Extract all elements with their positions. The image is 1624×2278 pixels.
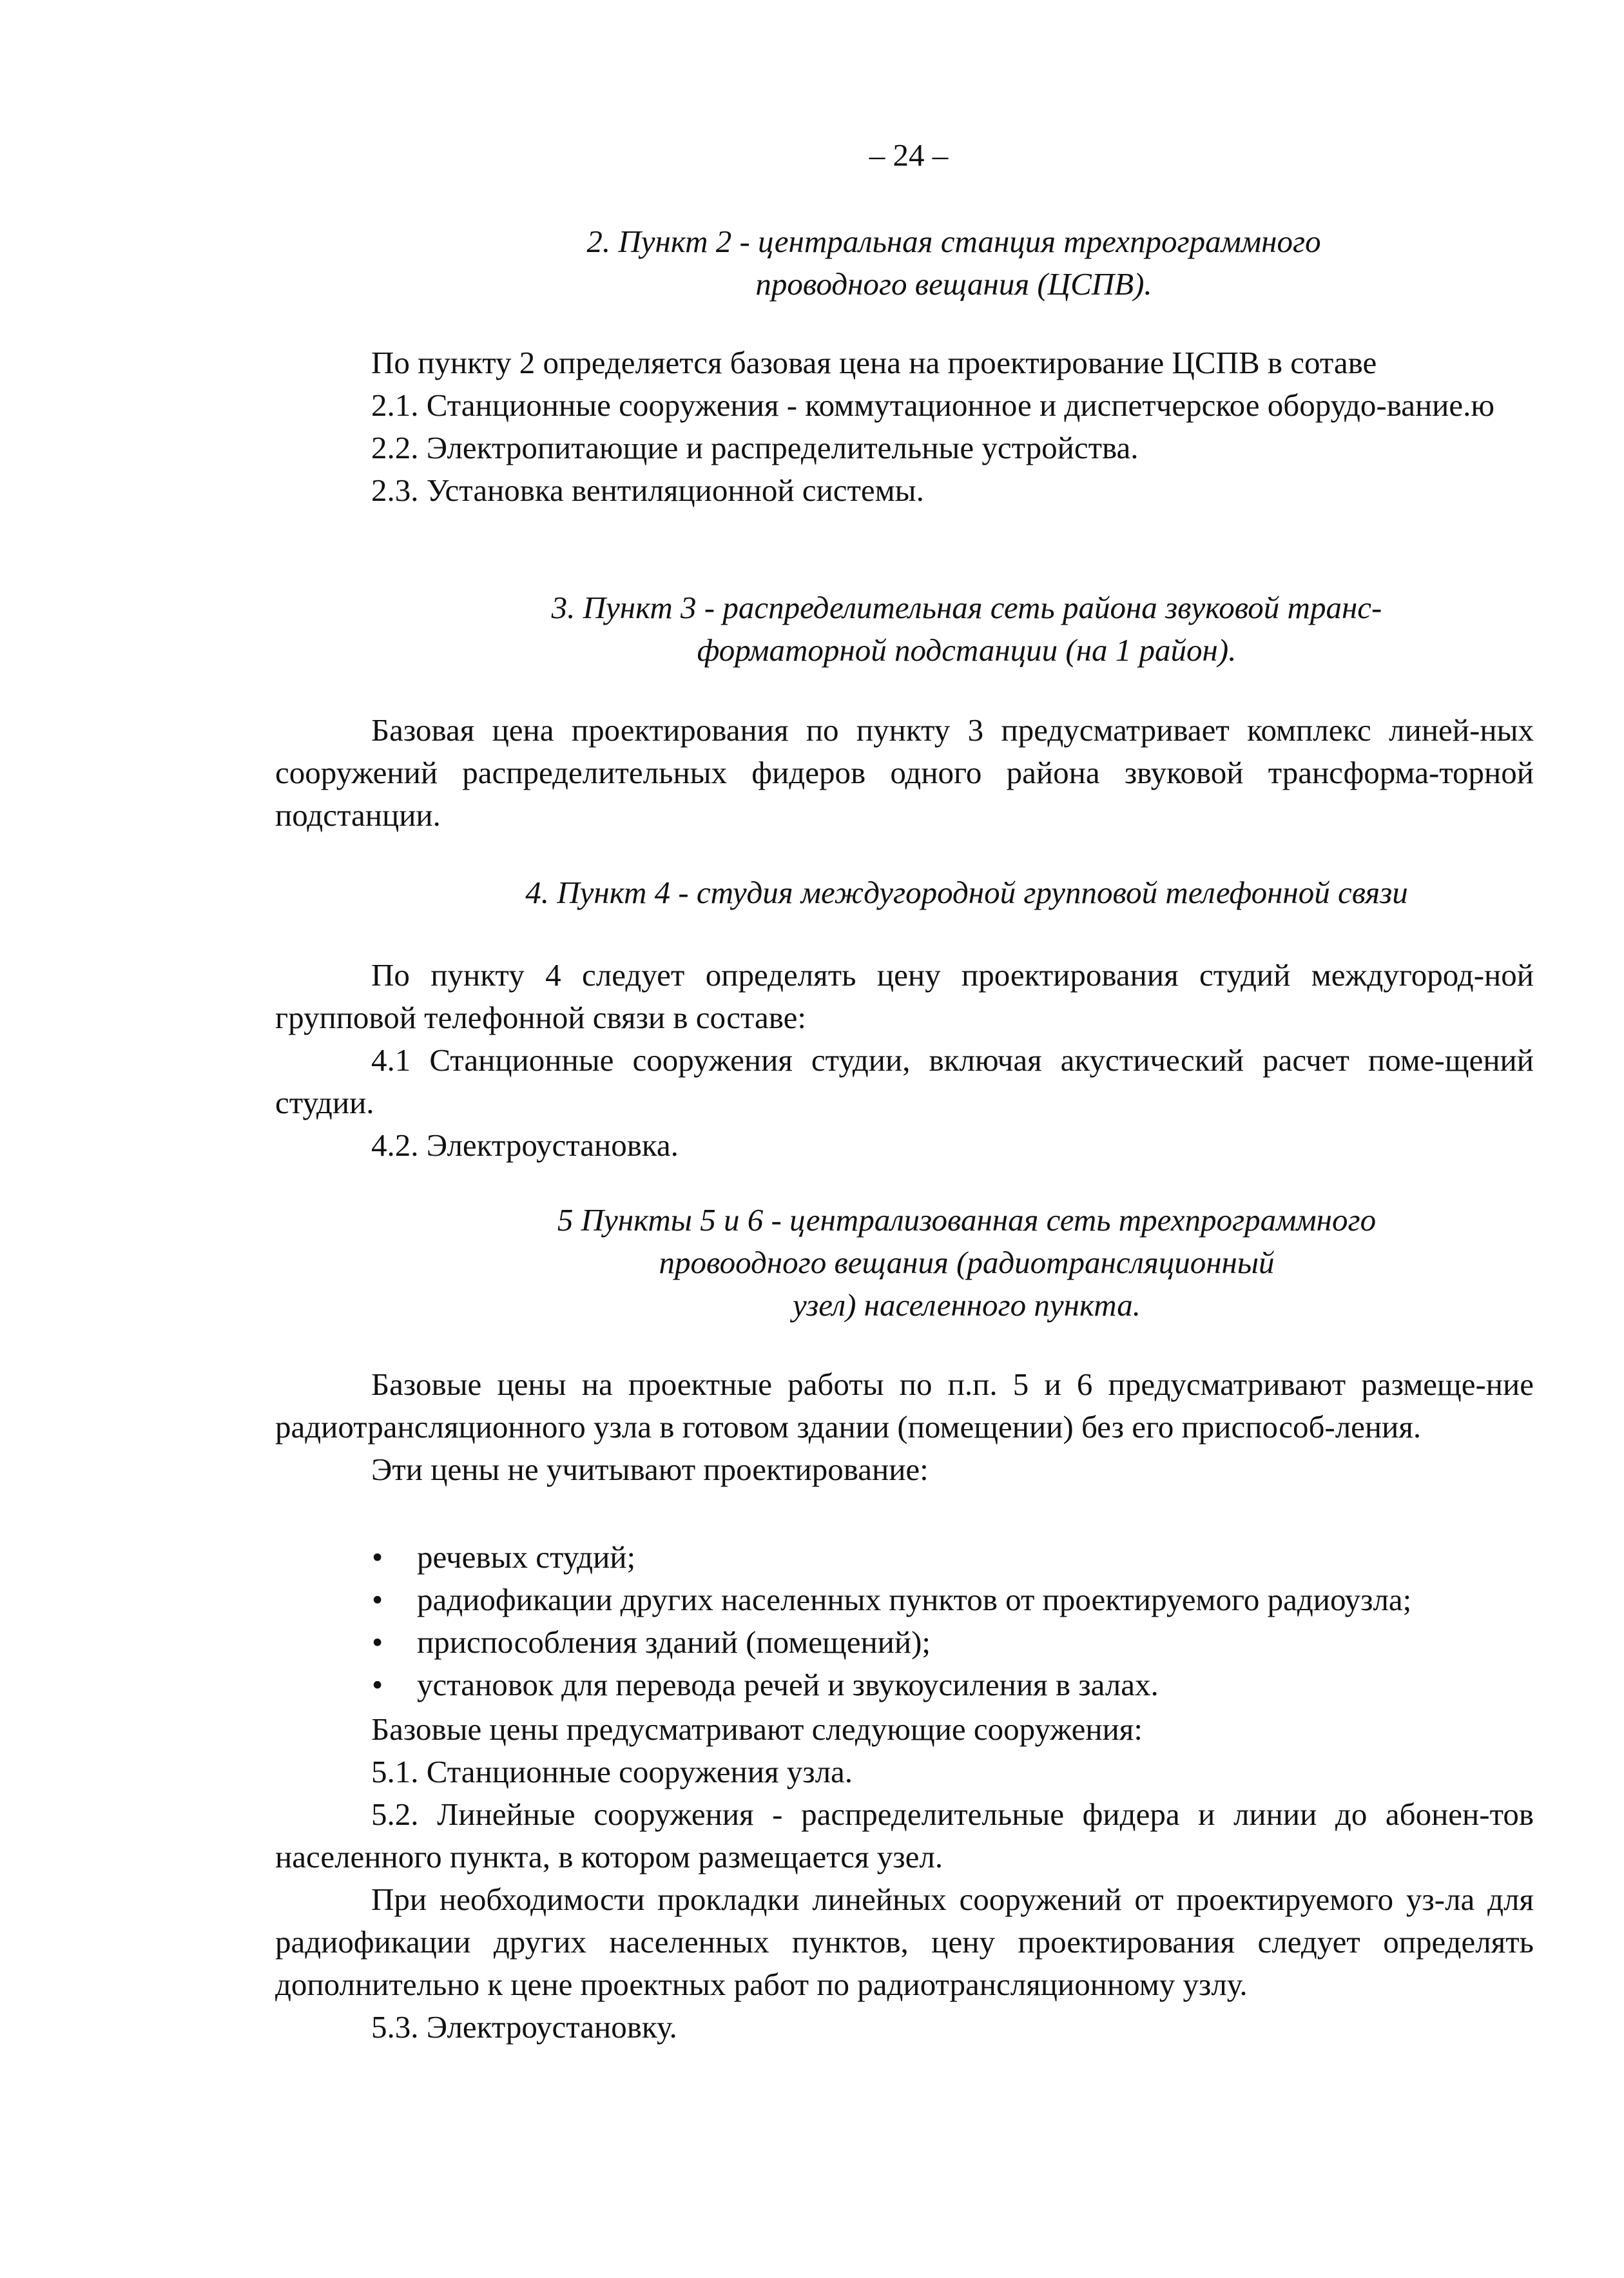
paragraph: По пункту 4 следует определять цену проектирования студий междугород-ной групповой телефонной связи в составе: — [275, 957, 1534, 1035]
list-item-text: установок для перевода речей и звукоусиления в залах. — [417, 1667, 1159, 1702]
paragraph: 2.1. Станционные сооружения - коммутационное и диспетчерское оборудо-вание.ю — [371, 387, 1494, 423]
paragraph: По пункту 2 определяется базовая цена на проектирование ЦСПВ в сотаве — [371, 345, 1377, 380]
heading-line: 3. Пункт 3 - распределительная сеть района звуковой транс- — [551, 590, 1382, 625]
paragraph: 4.1 Станционные сооружения студии, включая акустический расчет поме-щений студии. — [275, 1042, 1534, 1120]
bullet-icon: • — [372, 1582, 383, 1617]
paragraph: 2.2. Электропитающие и распределительные устройства. — [371, 430, 1139, 465]
list-item-text: речевых студий; — [417, 1539, 636, 1575]
list-item — [275, 1536, 1534, 1579]
list-item — [275, 1579, 1534, 1621]
section-4-heading — [412, 871, 1521, 914]
paragraph: 4.2. Электроустановка. — [371, 1127, 679, 1163]
paragraph: 5.2. Линейные сооружения - распределительные фидера и линии до абонен-тов населенного пункта, в котором размещается узел. — [275, 1796, 1534, 1874]
heading-line: проводного вещания (ЦСПВ). — [755, 266, 1152, 302]
section-2-heading — [451, 220, 1456, 306]
bullet-icon: • — [372, 1667, 383, 1702]
paragraph: Базовые цены на проектные работы по п.п. 5 и 6 предусматривают размеще-ние радиотрансляционного узла в готовом здании (помещении) без его приспособ-ления. — [275, 1367, 1534, 1445]
list-item-text: приспособления зданий (помещений); — [417, 1624, 931, 1660]
heading-line: 5 Пункты 5 и 6 - централизованная сеть трехпрограммного — [557, 1202, 1377, 1238]
section-3-heading — [412, 587, 1521, 672]
heading-line: узел) населенного пункта. — [792, 1287, 1141, 1323]
section-5-heading — [438, 1199, 1495, 1327]
section-3-body — [275, 709, 1534, 837]
paragraph: 5.1. Станционные сооружения узла. — [371, 1754, 853, 1789]
section-5-body — [275, 1708, 1534, 2049]
heading-line: форматорной подстанции (на 1 район). — [697, 632, 1237, 668]
list-item-text: радиофикации других населенных пунктов от проектируемого радиоузла; — [417, 1582, 1412, 1617]
heading-line: 2. Пункт 2 - центральная станция трехпрограммного — [586, 224, 1321, 259]
page-number: – 24 – — [869, 137, 949, 173]
bullet-icon: • — [372, 1624, 383, 1660]
list-item — [275, 1664, 1534, 1706]
heading-line: 4. Пункт 4 - студия междугородной групповой телефонной связи — [525, 875, 1408, 910]
section-5-intro — [275, 1363, 1534, 1491]
paragraph: Базовые цены предусматривают следующие сооружения: — [371, 1711, 1143, 1747]
section-2-body — [275, 342, 1534, 512]
bullet-icon: • — [372, 1539, 383, 1575]
paragraph: При необходимости прокладки линейных сооружений от проектируемого уз-ла для радиофикации других населенных пунктов, цену проектирования следует определять дополнительно к цене проектных работ по радиотрансляционному узлу. — [275, 1882, 1534, 2002]
exclusions-list — [275, 1536, 1534, 1706]
paragraph: Эти цены не учитывают проектирование: — [371, 1452, 929, 1487]
paragraph: 5.3. Электроустановку. — [371, 2009, 677, 2045]
paragraph: 2.3. Установка вентиляционной системы. — [371, 472, 924, 508]
heading-line: провоодного вещания (радиотрансляционный — [659, 1245, 1275, 1280]
section-4-body — [275, 954, 1534, 1167]
list-item — [275, 1621, 1534, 1664]
paragraph: Базовая цена проектирования по пункту 3 предусматривает комплекс линей-ных сооружений распределительных фидеров одного района звуковой трансформа-торной подстанции. — [275, 712, 1534, 833]
